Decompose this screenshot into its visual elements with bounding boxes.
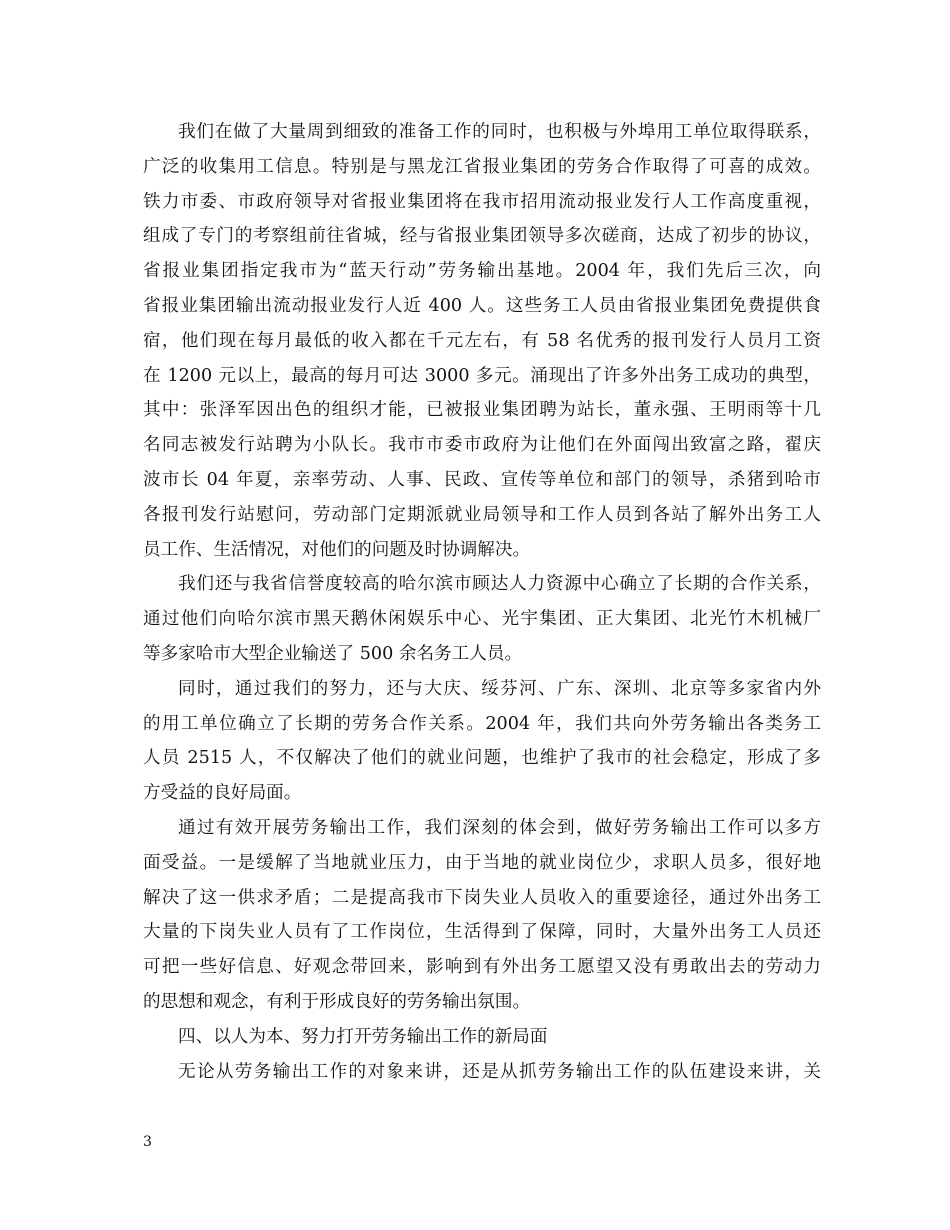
paragraph-3-line-3: 人员 2515 人，不仅解决了他们的就业问题，也维护了我市的社会稳定，形成了多 <box>143 748 821 769</box>
paragraph-1-line-1: 我们在做了大量周到细致的准备工作的同时，也积极与外埠用工单位取得联系， <box>178 122 821 142</box>
paragraph-1-line-2: 广泛的收集用工信息。特别是与黑龙江省报业集团的劳务合作取得了可喜的成效。 <box>143 156 821 177</box>
paragraph-4-line-2: 面受益。一是缓解了当地就业压力，由于当地的就业岗位少，求职人员多，很好地 <box>143 852 821 873</box>
paragraph-4-line-3: 解决了这一供求矛盾；二是提高我市下岗失业人员收入的重要途径，通过外出务工 <box>143 887 821 908</box>
paragraph-1-line-9: 其中：张泽军因出色的组织才能，已被报业集团聘为站长，董永强、王明雨等十几 <box>143 400 821 421</box>
page-number: 3 <box>143 1134 152 1150</box>
paragraph-2-line-3: 等多家哈市大型企业输送了 500 余名务工人员。 <box>143 643 523 664</box>
paragraph-1-line-12: 各报刊发行站慰问，劳动部门定期派就业局领导和工作人员到各站了解外出务工人 <box>143 504 821 525</box>
paragraph-4-line-1: 通过有效开展劳务输出工作，我们深刻的体会到，做好劳务输出工作可以多方 <box>178 817 821 838</box>
paragraph-1-line-7: 宿，他们现在每月最低的收入都在千元左右，有 58 名优秀的报刊发行人员月工资 <box>143 330 821 351</box>
paragraph-1-line-11: 波市长 04 年夏，亲率劳动、人事、民政、宣传等单位和部门的领导，杀猪到哈市 <box>143 469 821 490</box>
paragraph-4-line-6: 的思想和观念，有利于形成良好的劳务输出氛围。 <box>143 991 531 1012</box>
paragraph-3-line-4: 方受益的良好局面。 <box>143 783 302 804</box>
paragraph-2-line-1: 我们还与我省信誉度较高的哈尔滨市顾达人力资源中心确立了长期的合作关系， <box>178 574 821 595</box>
paragraph-3-line-2: 的用工单位确立了长期的劳务合作关系。2004 年，我们共向外劳务输出各类务工 <box>143 713 821 734</box>
paragraph-1-line-13: 员工作、生活情况，对他们的问题及时协调解决。 <box>143 539 531 560</box>
paragraph-1-line-10: 名同志被发行站聘为小队长。我市市委市政府为让他们在外面闯出致富之路，翟庆 <box>143 435 821 456</box>
paragraph-2-line-2: 通过他们向哈尔滨市黑天鹅休闲娱乐中心、光宇集团、正大集团、北光竹木机械厂 <box>143 609 821 630</box>
paragraph-4-line-5: 可把一些好信息、好观念带回来，影响到有外出务工愿望又没有勇敢出去的劳动力 <box>143 957 821 978</box>
paragraph-1-line-4: 组成了专门的考察组前往省城，经与省报业集团领导多次磋商，达成了初步的协议， <box>143 226 821 247</box>
body-text <box>143 115 821 1089</box>
paragraph-1-line-5: 省报业集团指定我市为“蓝天行动”劳务输出基地。2004 年，我们先后三次，向 <box>143 261 821 282</box>
section-heading: 四、以人为本、努力打开劳务输出工作的新局面 <box>178 1026 548 1047</box>
paragraph-1-line-8: 在 1200 元以上，最高的每月可达 3000 多元。涌现出了许多外出务工成功的典型， <box>143 365 821 386</box>
paragraph-1-line-6: 省报业集团输出流动报业发行人近 400 人。这些务工人员由省报业集团免费提供食 <box>143 295 821 316</box>
paragraph-4-line-4: 大量的下岗失业人员有了工作岗位，生活得到了保障，同时，大量外出务工人员还 <box>143 922 821 943</box>
paragraph-1-line-3: 铁力市委、市政府领导对省报业集团将在我市招用流动报业发行人工作高度重视， <box>143 191 821 212</box>
paragraph-3-line-1: 同时，通过我们的努力，还与大庆、绥芬河、广东、深圳、北京等多家省内外 <box>178 678 821 699</box>
paragraph-5-line-1: 无论从劳务输出工作的对象来讲，还是从抓劳务输出工作的队伍建设来讲，关 <box>178 1061 821 1082</box>
